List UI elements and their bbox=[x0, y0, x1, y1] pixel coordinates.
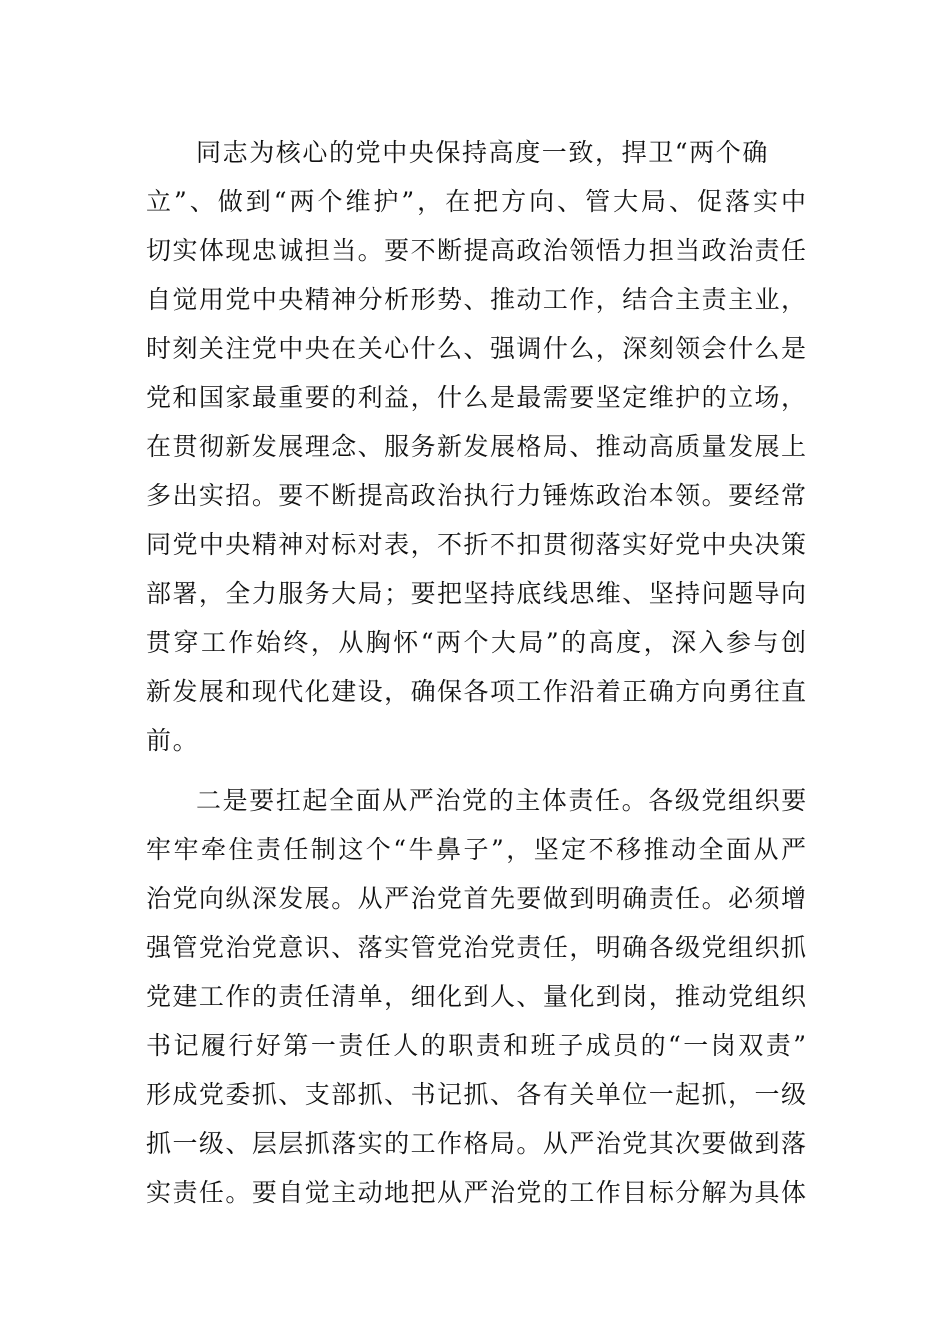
text-line: 党和国家最重要的利益，什么是最需要坚定维护的立场， bbox=[146, 383, 806, 412]
text-line: 抓一级、层层抓落实的工作格局。从严治党其次要做到落 bbox=[146, 1129, 806, 1158]
text-line: 强管党治党意识、落实管党治党责任，明确各级党组织抓 bbox=[146, 933, 806, 962]
text-line: 新发展和现代化建设，确保各项工作沿着正确方向勇往直 bbox=[146, 677, 806, 706]
text-line: 切实体现忠诚担当。要不断提高政治领悟力担当政治责任 bbox=[146, 236, 806, 265]
text-line: 党建工作的责任清单，细化到人、量化到岗，推动党组织 bbox=[146, 982, 806, 1011]
text-line: 自觉用党中央精神分析形势、推动工作，结合主责主业， bbox=[146, 285, 806, 314]
text-line: 在贯彻新发展理念、服务新发展格局、推动高质量发展上 bbox=[146, 432, 806, 461]
text-line: 书记履行好第一责任人的职责和班子成员的“一岗双责” bbox=[146, 1031, 806, 1060]
text-line: 二是要扛起全面从严治党的主体责任。各级党组织要 bbox=[196, 786, 808, 815]
text-line: 实责任。要自觉主动地把从严治党的工作目标分解为具体 bbox=[146, 1178, 806, 1207]
text-line: 多出实招。要不断提高政治执行力锤炼政治本领。要经常 bbox=[146, 481, 806, 510]
text-line: 同志为核心的党中央保持高度一致，捍卫“两个确 bbox=[196, 138, 769, 167]
text-line: 部署，全力服务大局；要把坚持底线思维、坚持问题导向 bbox=[146, 579, 806, 608]
text-line: 时刻关注党中央在关心什么、强调什么，深刻领会什么是 bbox=[146, 334, 806, 363]
text-line: 前。 bbox=[146, 726, 200, 755]
text-line: 贯穿工作始终，从胸怀“两个大局”的高度，深入参与创 bbox=[146, 628, 806, 657]
text-line: 牢牢牵住责任制这个“牛鼻子”，坚定不移推动全面从严 bbox=[146, 835, 806, 864]
text-line: 形成党委抓、支部抓、书记抓、各有关单位一起抓，一级 bbox=[146, 1080, 806, 1109]
text-line: 治党向纵深发展。从严治党首先要做到明确责任。必须增 bbox=[146, 884, 806, 913]
text-line: 同党中央精神对标对表，不折不扣贯彻落实好党中央决策 bbox=[146, 530, 806, 559]
text-line: 立”、做到“两个维护”，在把方向、管大局、促落实中 bbox=[146, 187, 806, 216]
